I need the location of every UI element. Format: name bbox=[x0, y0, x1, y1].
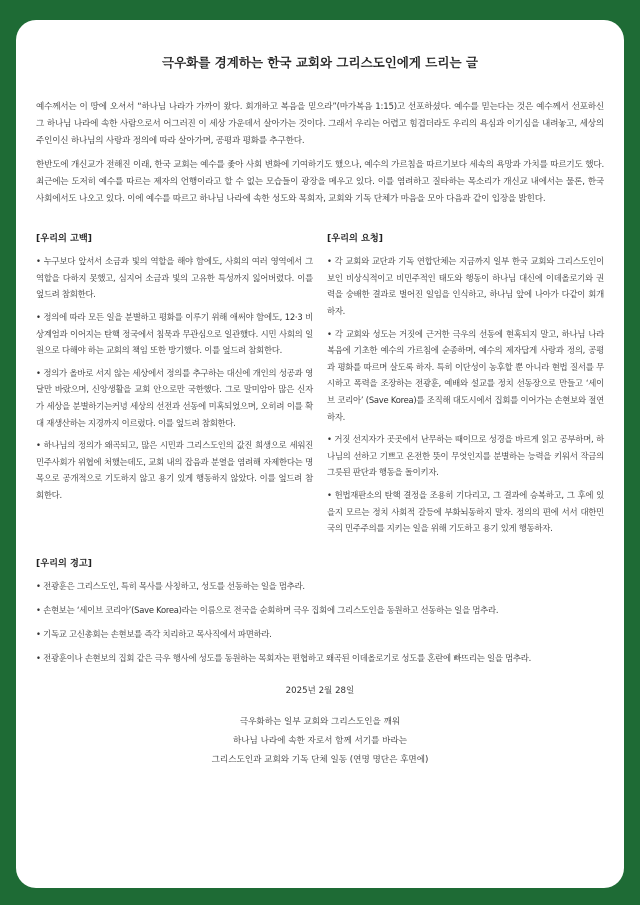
demand-item: • 헌법재판소의 탄핵 결정을 조용히 기다리고, 그 결과에 승복하고, 그 후에 있을지 모르는 정치 사회적 갈등에 부화뇌동하지 말자. 정의의 편에 서서 대한민국의 민주주의를 지키는 일을 위해 기도하고 용기 있게 행동하자. bbox=[327, 489, 604, 534]
warning-item: • 전광훈은 그리스도인, 특히 목사를 사칭하고, 성도를 선동하는 일을 멈추라. bbox=[36, 580, 305, 591]
confession-column bbox=[36, 230, 313, 543]
document-title: 극우화를 경계하는 한국 교회와 그리스도인에게 드리는 글 bbox=[162, 55, 478, 70]
warnings-heading: [우리의 경고] bbox=[36, 557, 92, 569]
warnings-list bbox=[36, 578, 604, 667]
demands-column bbox=[327, 230, 604, 543]
letter-sheet bbox=[16, 20, 624, 888]
intro-paragraph-2: 한반도에 개신교가 전해진 이래, 한국 교회는 예수를 좇아 사회 변화에 기여하기도 했으나, 예수의 가르침을 따르기보다 세속의 욕망과 가치를 따르기도 했다. 최근에는 도저히 예수를 따르는 제자의 언행이라고 할 수 없는 모습들이 광장을 메우고 있다. 이를 염려하고 질타하는 목소리가 개신교 내에서는 물론, 한국 사회에서도 나오고 있다. 이에 예수를 따르고 하나님 나라에 속한 성도와 목회자, 교회와 기독 단체가 마음을 모아 다음과 같이 입장을 밝힌다. bbox=[36, 159, 604, 205]
document-date: 2025년 2월 28일 bbox=[285, 685, 355, 696]
confession-item: • 누구보다 앞서서 소금과 빛의 역할을 해야 함에도, 사회의 여러 영역에서 그 역할을 다하지 못했고, 심지어 소금과 빛의 고유한 특성까지 잃어버렸다. 이를 엎드려 참회한다. bbox=[36, 256, 313, 300]
warnings-section bbox=[36, 555, 604, 667]
demand-item: • 각 교회와 성도는 거짓에 근거한 극우의 선동에 현혹되지 말고, 하나님 나라 복음에 기초한 예수의 가르침에 순종하며, 예수의 제자답게 사랑과 정의, 공평과 평화를 따르며 살도록 하자. 특히 이단성이 농후할 뿐 아니라 현법 질서를 무시하고 폭력을 조장하는 전광훈, 예배와 설교를 정치 선동장으로 만들고 ‘세이브 코리아’ (Save Korea)를 조직해 대도시에서 집회를 이어가는 손현보와 절연하자. bbox=[327, 328, 604, 422]
intro-paragraph-1: 예수께서는 이 땅에 오셔서 “하나님 나라가 가까이 왔다. 회개하고 복음을 믿으라”(마가복음 1:15)고 선포하셨다. 예수를 믿는다는 것은 예수께서 선포하신 그 하나님 나라에 속한 사람으로서 어그러진 이 세상 가운데서 살아가는 것이다. 그래서 우리는 어렵고 힘겹더라도 우리의 욕심과 이기심을 내려놓고, 세상의 주인이신 하나님의 사랑과 정의에 따라 살아가며, 공평과 평화를 추구한다. bbox=[36, 102, 604, 147]
signature-line: 극우화하는 일부 교회와 그리스도인을 깨워 bbox=[239, 716, 401, 727]
confession-item: • 정의가 올바로 서지 않는 세상에서 정의를 추구하는 대신에 개인의 성공과 영달만 바랐으며, 신앙생활을 교회 안으로만 국한했다. 그로 말미암아 많은 신자가 세상을 분별하기는커녕 세상의 선전과 선동에 미혹되었으며, 오히려 이를 확대 재생산하는 지경까지 이르렀다. 이를 엎드려 참회한다. bbox=[36, 367, 313, 428]
signature-block bbox=[36, 713, 604, 770]
warning-item: • 손현보는 ‘세이브 코리아’(Save Korea)라는 이름으로 전국을 순회하며 극우 집회에 그리스도인을 동원하고 선동하는 일을 멈추라. bbox=[36, 604, 499, 615]
confession-list bbox=[36, 253, 313, 503]
demand-item: • 거짓 선지자가 곳곳에서 난무하는 때이므로 성경을 바르게 읽고 공부하며, 하나님의 선하고 기쁘고 온전한 뜻이 무엇인지를 분별하는 능력을 키워서 작금의 그릇된 판단과 행동을 돌이키자. bbox=[327, 434, 604, 478]
warning-item: • 전광훈이나 손현보의 집회 같은 극우 행사에 성도를 동원하는 목회자는 편협하고 왜곡된 이데올로기로 성도를 혼란에 빠뜨리는 일을 멈추라. bbox=[36, 653, 531, 663]
demand-item: • 각 교회와 교단과 기독 연합단체는 지금까지 일부 한국 교회와 그리스도인이 보인 비상식적이고 비민주적인 태도와 행동이 하나님 대신에 이데올로기와 권력을 숭배한 결과로 벌어진 일임을 인식하고, 하나님 앞에 나아가 다같이 회개하자. bbox=[327, 256, 604, 316]
demands-heading: [우리의 요청] bbox=[327, 233, 383, 245]
confession-item: • 하나님의 정의가 왜곡되고, 많은 시민과 그리스도인의 값진 희생으로 세워진 민주사회가 위협에 처했는데도, 교회 내의 잡음과 분열을 염려해 자제한다는 명목으로 공개적으로 기도하지 않고 용기 있게 행동하지 않았다. 이를 엎드려 참회한다. bbox=[36, 440, 313, 500]
confession-heading: [우리의 고백] bbox=[36, 233, 92, 245]
confession-item: • 정의에 따라 모든 일을 분별하고 평화를 이루기 위해 애써야 함에도, 12·3 비상계엄과 이어지는 탄핵 정국에서 침묵과 무관심으로 일관했다. 시민 사회의 일원으로 다해야 하는 교회의 책임 또한 방기했다. 이를 엎드려 참회한다. bbox=[36, 312, 313, 356]
warning-item: • 기독교 고신총회는 손현보를 즉각 치리하고 목사직에서 파면하라. bbox=[36, 628, 272, 639]
signature-line: 하나님 나라에 속한 자로서 함께 서기를 바라는 bbox=[232, 735, 408, 746]
demands-list bbox=[327, 253, 604, 537]
two-column-section bbox=[36, 230, 604, 543]
signature-line: 그리스도인과 교회와 기독 단체 일동 (연명 명단은 후면에) bbox=[211, 754, 429, 765]
